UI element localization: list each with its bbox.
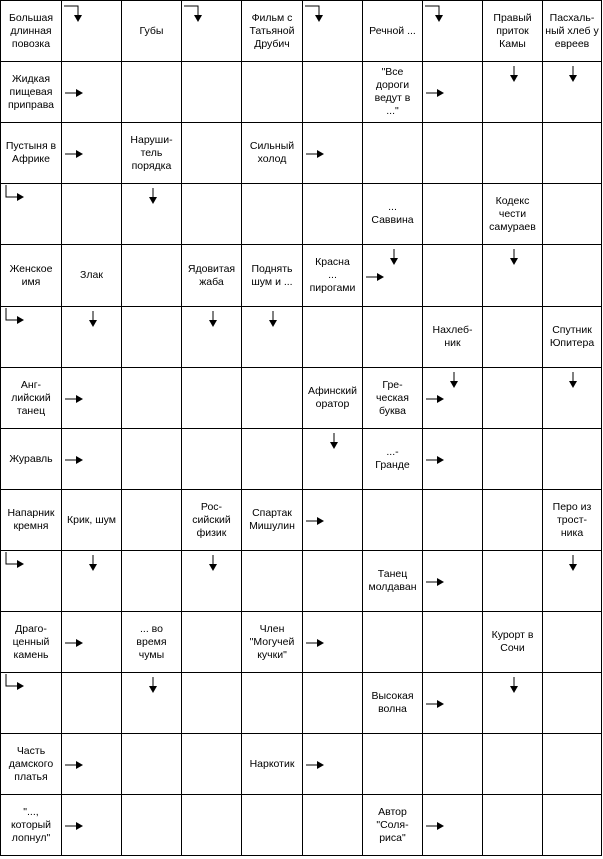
clue-cell: [121, 611, 182, 673]
clue-cell: [61, 489, 122, 551]
answer-cell[interactable]: [121, 183, 182, 245]
answer-cell[interactable]: [482, 367, 543, 429]
answer-cell[interactable]: [422, 611, 483, 673]
arrow-right-icon: [366, 271, 386, 283]
arrow-right-icon: [426, 87, 446, 99]
corner-arrow-down-icon: [63, 2, 85, 26]
clue-text: ...- Гранде: [375, 446, 410, 471]
answer-cell[interactable]: [422, 183, 483, 245]
answer-cell[interactable]: [422, 367, 483, 429]
answer-cell[interactable]: [0, 306, 62, 368]
answer-cell[interactable]: [302, 0, 363, 62]
answer-cell[interactable]: [241, 672, 303, 734]
clue-cell: [0, 367, 62, 429]
answer-cell[interactable]: [241, 367, 303, 429]
clue-cell: [0, 61, 62, 123]
answer-cell[interactable]: [542, 367, 602, 429]
corner-arrow-right-icon: [2, 185, 28, 205]
clue-cell: [302, 367, 363, 429]
corner-arrow-right-icon: [2, 674, 28, 694]
answer-cell[interactable]: [121, 367, 182, 429]
answer-cell[interactable]: [422, 794, 483, 856]
answer-cell[interactable]: [302, 733, 363, 795]
clue-cell: [482, 183, 543, 245]
arrow-right-icon: [65, 820, 85, 832]
clue-cell: [362, 550, 423, 612]
answer-cell[interactable]: [542, 672, 602, 734]
arrow-right-icon: [65, 148, 85, 160]
answer-cell[interactable]: [302, 672, 363, 734]
answer-cell[interactable]: [362, 489, 423, 551]
clue-text: Высокая волна: [371, 690, 414, 715]
clue-cell: [542, 0, 602, 62]
clue-cell: [0, 611, 62, 673]
arrow-down-icon: [567, 66, 579, 84]
clue-cell: [0, 489, 62, 551]
arrow-down-icon: [147, 188, 159, 206]
answer-cell[interactable]: [482, 244, 543, 307]
corner-arrow-down-icon: [183, 2, 205, 26]
clue-text: ... во время чумы: [136, 622, 167, 661]
clue-text: Губы: [139, 24, 164, 37]
clue-cell: [362, 183, 423, 245]
clue-cell: [241, 0, 303, 62]
clue-cell: [121, 0, 182, 62]
clue-cell: [362, 367, 423, 429]
answer-cell[interactable]: [482, 794, 543, 856]
clue-text: Женское имя: [9, 262, 53, 288]
clue-text: Анг- лийский танец: [11, 378, 51, 417]
answer-cell[interactable]: [121, 794, 182, 856]
clue-cell: [0, 0, 62, 62]
arrow-down-icon: [508, 66, 520, 84]
answer-cell[interactable]: [542, 611, 602, 673]
corner-arrow-down-icon: [424, 2, 446, 26]
answer-cell[interactable]: [542, 183, 602, 245]
answer-cell[interactable]: [61, 0, 122, 62]
clue-cell: [61, 244, 122, 307]
answer-cell[interactable]: [302, 122, 363, 184]
answer-cell[interactable]: [362, 611, 423, 673]
corner-arrow-right-icon: [2, 552, 28, 572]
answer-cell[interactable]: [181, 550, 242, 612]
arrow-right-icon: [306, 759, 326, 771]
clue-cell: [241, 244, 303, 307]
answer-cell[interactable]: [422, 672, 483, 734]
answer-cell[interactable]: [482, 489, 543, 551]
answer-cell[interactable]: [181, 0, 242, 62]
clue-text: Курорт в Сочи: [491, 629, 534, 654]
answer-cell[interactable]: [482, 428, 543, 490]
clue-text: Наруши- тель порядка: [130, 133, 173, 172]
answer-cell[interactable]: [61, 672, 122, 734]
clue-text: Речной ...: [369, 24, 416, 37]
answer-cell[interactable]: [181, 428, 242, 490]
answer-cell[interactable]: [362, 244, 423, 307]
clue-text: Фильм с Татьяной Друбич: [249, 11, 295, 50]
clue-cell: [0, 428, 62, 490]
answer-cell[interactable]: [422, 733, 483, 795]
answer-cell[interactable]: [302, 306, 363, 368]
arrow-down-icon: [448, 372, 460, 390]
answer-cell[interactable]: [542, 428, 602, 490]
answer-cell[interactable]: [181, 61, 242, 123]
answer-cell[interactable]: [302, 550, 363, 612]
clue-cell: [181, 489, 242, 551]
clue-text: Журавль: [9, 452, 53, 465]
answer-cell[interactable]: [302, 611, 363, 673]
clue-cell: [482, 0, 543, 62]
answer-cell[interactable]: [121, 244, 182, 307]
answer-cell[interactable]: [241, 61, 303, 123]
arrow-right-icon: [426, 576, 446, 588]
answer-cell[interactable]: [121, 61, 182, 123]
clue-cell: [542, 489, 602, 551]
clue-cell: [121, 122, 182, 184]
answer-cell[interactable]: [181, 733, 242, 795]
answer-cell[interactable]: [422, 428, 483, 490]
answer-cell[interactable]: [422, 0, 483, 62]
clue-text: Нахлеб- ник: [432, 324, 473, 349]
clue-text: Крик, шум: [66, 513, 117, 526]
answer-cell[interactable]: [302, 183, 363, 245]
answer-cell[interactable]: [482, 61, 543, 123]
clue-text: Часть дамского платья: [8, 744, 54, 783]
arrow-down-icon: [508, 249, 520, 267]
answer-cell[interactable]: [422, 550, 483, 612]
clue-text: Правый приток Камы: [493, 11, 532, 50]
answer-cell[interactable]: [241, 183, 303, 245]
clue-text: Злак: [80, 269, 103, 281]
answer-cell[interactable]: [0, 672, 62, 734]
clue-text: Жидкая пищевая приправа: [7, 72, 55, 111]
answer-cell[interactable]: [362, 733, 423, 795]
clue-cell: [542, 306, 602, 368]
clue-text: Перо из трост- ника: [552, 500, 592, 539]
arrow-down-icon: [508, 677, 520, 695]
crossword-grid: [1, 1, 601, 857]
answer-cell[interactable]: [121, 550, 182, 612]
clue-text: Драго- ценный камень: [12, 622, 50, 661]
clue-cell: [0, 733, 62, 795]
clue-cell: [302, 244, 363, 307]
answer-cell[interactable]: [181, 183, 242, 245]
arrow-down-icon: [388, 249, 400, 267]
clue-cell: [362, 794, 423, 856]
answer-cell[interactable]: [181, 122, 242, 184]
clue-cell: [482, 611, 543, 673]
clue-text: Наркотик: [249, 757, 295, 770]
answer-cell[interactable]: [241, 428, 303, 490]
answer-cell[interactable]: [61, 61, 122, 123]
answer-cell[interactable]: [241, 306, 303, 368]
clue-text: Автор "Соля- риса": [376, 805, 409, 844]
clue-cell: [0, 122, 62, 184]
arrow-down-icon: [267, 311, 279, 329]
answer-cell[interactable]: [542, 122, 602, 184]
clue-cell: [0, 794, 62, 856]
answer-cell[interactable]: [241, 794, 303, 856]
arrow-right-icon: [426, 820, 446, 832]
answer-cell[interactable]: [542, 550, 602, 612]
clue-text: Танец молдаван: [368, 568, 417, 593]
arrow-right-icon: [306, 637, 326, 649]
answer-cell[interactable]: [482, 122, 543, 184]
answer-cell[interactable]: [362, 306, 423, 368]
clue-cell: [362, 428, 423, 490]
answer-cell[interactable]: [181, 672, 242, 734]
clue-text: "..., который лопнул": [10, 805, 52, 844]
clue-cell: [362, 0, 423, 62]
arrow-right-icon: [426, 454, 446, 466]
clue-text: Спартак Мишулин: [249, 507, 295, 532]
arrow-down-icon: [87, 311, 99, 329]
arrow-right-icon: [65, 87, 85, 99]
answer-cell[interactable]: [482, 550, 543, 612]
arrow-right-icon: [306, 515, 326, 527]
clue-text: Большая длинная повозка: [8, 11, 54, 50]
clue-text: Поднять шум и ...: [251, 262, 293, 288]
answer-cell[interactable]: [302, 794, 363, 856]
corner-arrow-down-icon: [304, 2, 326, 26]
clue-text: ... Саввина: [371, 201, 414, 226]
clue-text: Гре- ческая буква: [376, 378, 409, 417]
arrow-right-icon: [426, 393, 446, 405]
answer-cell[interactable]: [0, 550, 62, 612]
arrow-down-icon: [147, 677, 159, 695]
answer-cell[interactable]: [181, 367, 242, 429]
answer-cell[interactable]: [121, 306, 182, 368]
clue-text: Пустыня в Африке: [5, 140, 57, 165]
arrow-down-icon: [567, 372, 579, 390]
arrow-down-icon: [87, 555, 99, 573]
answer-cell[interactable]: [302, 428, 363, 490]
clue-text: Красна ... пирогами: [309, 256, 356, 294]
clue-text: Кодекс чести самураев: [489, 194, 536, 233]
answer-cell[interactable]: [61, 122, 122, 184]
answer-cell[interactable]: [61, 183, 122, 245]
answer-cell[interactable]: [61, 550, 122, 612]
answer-cell[interactable]: [61, 794, 122, 856]
arrow-down-icon: [328, 433, 340, 451]
answer-cell[interactable]: [542, 244, 602, 307]
clue-text: Член "Могучей кучки": [249, 622, 295, 661]
clue-cell: [362, 61, 423, 123]
clue-cell: [362, 672, 423, 734]
answer-cell[interactable]: [482, 672, 543, 734]
arrow-right-icon: [306, 148, 326, 160]
clue-cell: [241, 733, 303, 795]
clue-cell: [0, 244, 62, 307]
answer-cell[interactable]: [482, 733, 543, 795]
clue-text: Сильный холод: [249, 140, 295, 165]
answer-cell[interactable]: [422, 244, 483, 307]
answer-cell[interactable]: [61, 428, 122, 490]
clue-text: "Все дороги ведут в ...": [374, 66, 411, 117]
answer-cell[interactable]: [0, 183, 62, 245]
corner-arrow-right-icon: [2, 308, 28, 328]
arrow-down-icon: [567, 555, 579, 573]
arrow-right-icon: [426, 698, 446, 710]
answer-cell[interactable]: [181, 611, 242, 673]
clue-cell: [181, 244, 242, 307]
answer-cell[interactable]: [482, 306, 543, 368]
answer-cell[interactable]: [542, 61, 602, 123]
answer-cell[interactable]: [61, 733, 122, 795]
clue-cell: [241, 611, 303, 673]
answer-cell[interactable]: [181, 306, 242, 368]
answer-cell[interactable]: [422, 489, 483, 551]
arrow-down-icon: [207, 555, 219, 573]
clue-text: Афинский оратор: [308, 385, 357, 410]
answer-cell[interactable]: [302, 489, 363, 551]
arrow-right-icon: [65, 759, 85, 771]
answer-cell[interactable]: [362, 122, 423, 184]
answer-cell[interactable]: [61, 367, 122, 429]
clue-cell: [241, 489, 303, 551]
answer-cell[interactable]: [121, 733, 182, 795]
answer-cell[interactable]: [61, 306, 122, 368]
answer-cell[interactable]: [121, 672, 182, 734]
answer-cell[interactable]: [302, 61, 363, 123]
answer-cell[interactable]: [121, 428, 182, 490]
clue-text: Напарник кремня: [7, 507, 55, 532]
answer-cell[interactable]: [241, 550, 303, 612]
arrow-right-icon: [65, 637, 85, 649]
answer-cell[interactable]: [542, 733, 602, 795]
clue-cell: [422, 306, 483, 368]
clue-text: Рос- сийский физик: [192, 500, 231, 539]
arrow-down-icon: [207, 311, 219, 329]
answer-cell[interactable]: [542, 794, 602, 856]
answer-cell[interactable]: [422, 61, 483, 123]
clue-text: Спутник Юпитера: [549, 324, 595, 349]
answer-cell[interactable]: [61, 611, 122, 673]
clue-cell: [241, 122, 303, 184]
clue-text: Ядовитая жаба: [187, 262, 236, 288]
answer-cell[interactable]: [121, 489, 182, 551]
clue-text: Пасхаль- ный хлеб у евреев: [545, 11, 599, 50]
arrow-right-icon: [65, 393, 85, 405]
answer-cell[interactable]: [422, 122, 483, 184]
answer-cell[interactable]: [181, 794, 242, 856]
arrow-right-icon: [65, 454, 85, 466]
